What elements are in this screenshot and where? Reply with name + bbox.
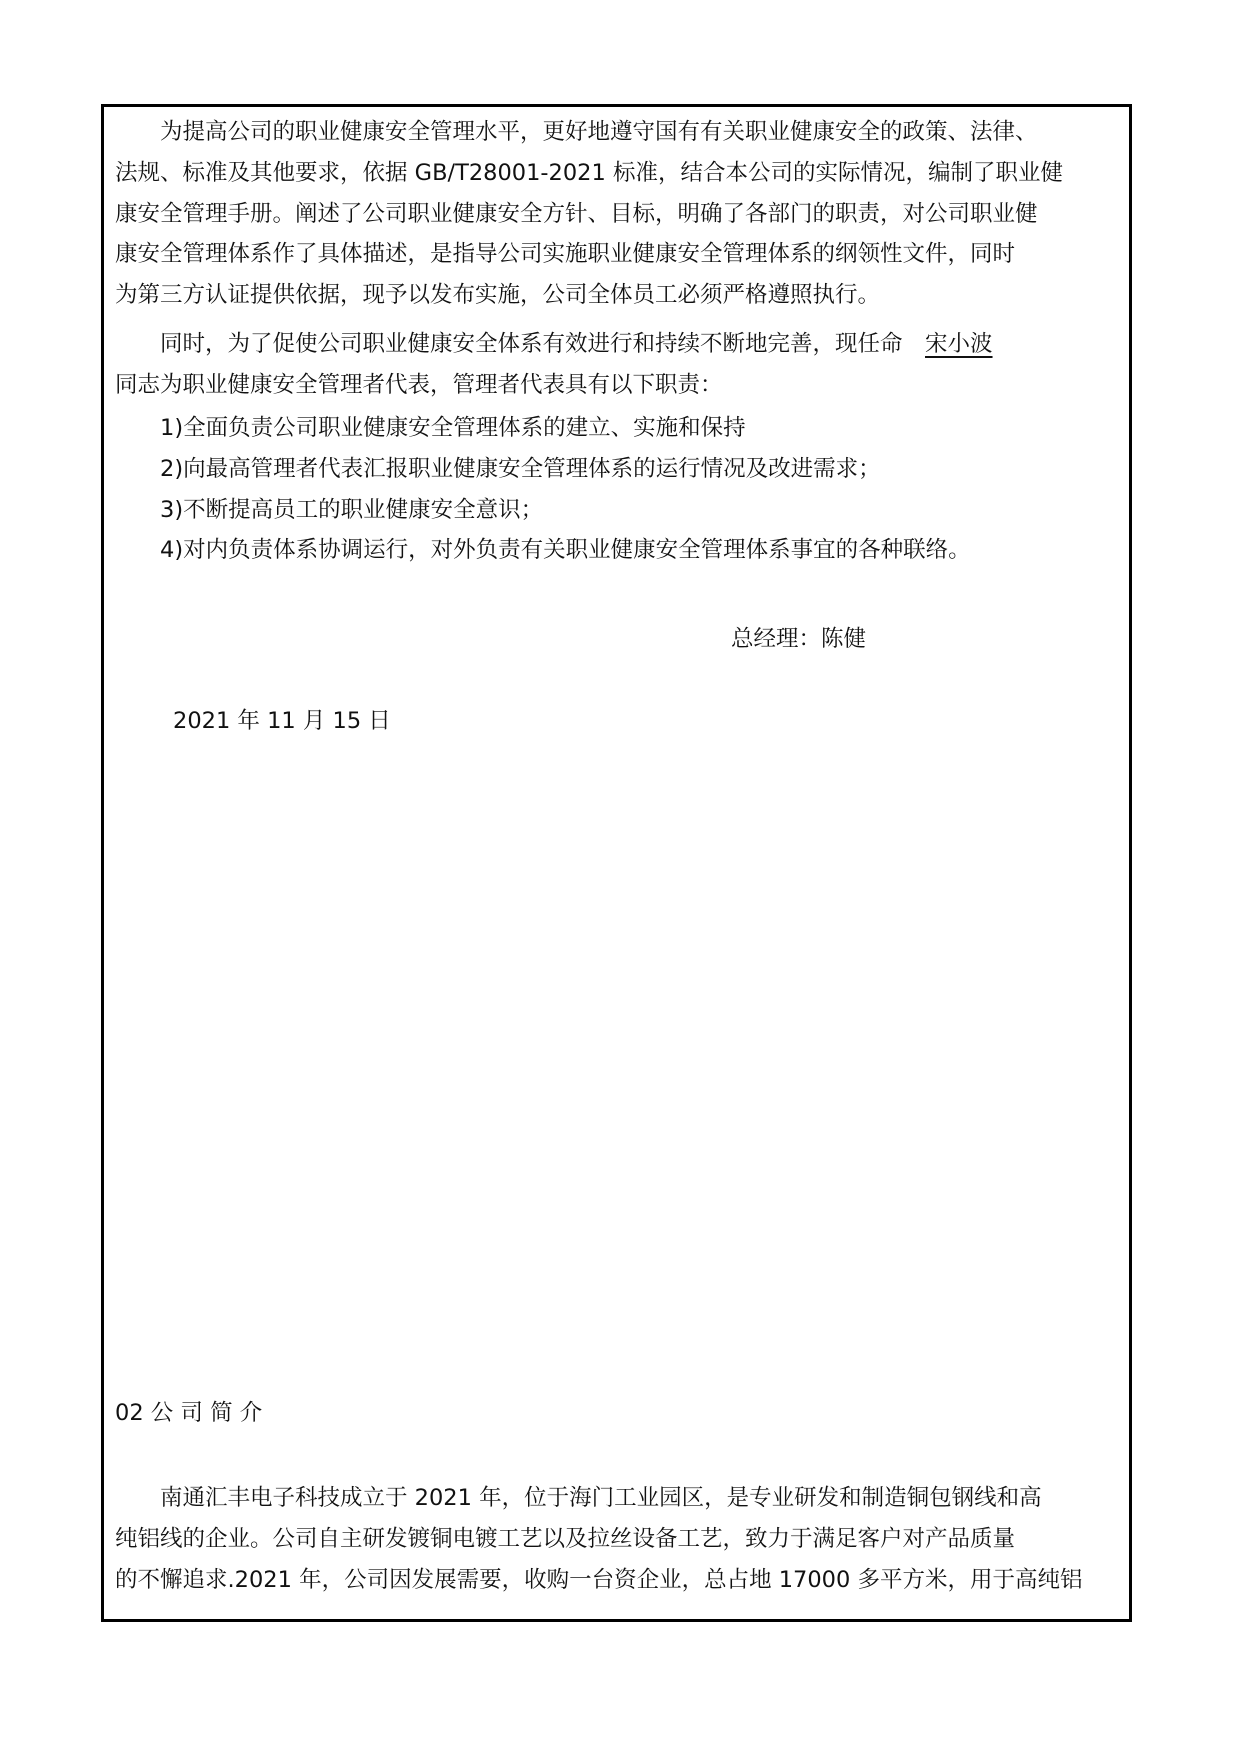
- foreword-paragraph: [115, 112, 1118, 316]
- appointment-text: 同时，为了促使公司职业健康安全体系有效进行和持续不断地完善，现任命: [115, 331, 926, 357]
- duty-item: 3)不断提高员工的职业健康安全意识；: [115, 496, 544, 523]
- foreword-line: 法规、标准及其他要求，依据 GB/T28001-2021 标准，结合本公司的实际情况，编制了职业健: [115, 159, 1063, 186]
- foreword-line: 康安全管理手册。阐述了公司职业健康安全方针、目标，明确了各部门的职责，对公司职业健: [115, 200, 1038, 227]
- signature: 总经理：陈健: [731, 626, 867, 652]
- duty-item: 4)对内负责体系协调运行，对外负责有关职业健康安全管理体系事宜的各种联络。: [115, 537, 971, 564]
- foreword-line: 康安全管理体系作了具体描述，是指导公司实施职业健康安全管理体系的纲领性文件，同时: [115, 241, 1016, 268]
- duties-list: [115, 408, 1118, 571]
- duty-item: 2)向最高管理者代表汇报职业健康安全管理体系的运行情况及改进需求；: [115, 455, 881, 482]
- appointment-line: [115, 324, 1118, 365]
- issue-date: 2021 年 11 月 15 日: [173, 708, 391, 734]
- duty-item: 1)全面负责公司职业健康安全管理体系的建立、实施和保持: [115, 415, 746, 441]
- foreword-line: 为提高公司的职业健康安全管理水平，更好地遵守国有有关职业健康安全的政策、法律、: [115, 119, 1038, 145]
- section-heading: 02 公 司 简 介: [115, 1400, 263, 1426]
- appointee-name: 宋小波: [925, 331, 993, 357]
- foreword-line: 为第三方认证提供依据，现予以发布实施，公司全体员工必须严格遵照执行。: [115, 282, 881, 309]
- company-intro-paragraph: [115, 1478, 1118, 1600]
- appointment-line: 同志为职业健康安全管理者代表，管理者代表具有以下职责：: [115, 371, 723, 398]
- company-intro-line: 纯铝线的企业。公司自主研发镀铜电镀工艺以及拉丝设备工艺，致力于满足客户对产品质量: [115, 1525, 1016, 1552]
- appointment-paragraph: [115, 324, 1118, 406]
- company-intro-line: 南通汇丰电子科技成立于 2021 年，位于海门工业园区，是专业研发和制造铜包钢线和高: [115, 1485, 1042, 1511]
- company-intro-line: 的不懈追求.2021 年，公司因发展需要，收购一台资企业，总占地 17000 多平方米，用于高纯铝: [115, 1566, 1083, 1593]
